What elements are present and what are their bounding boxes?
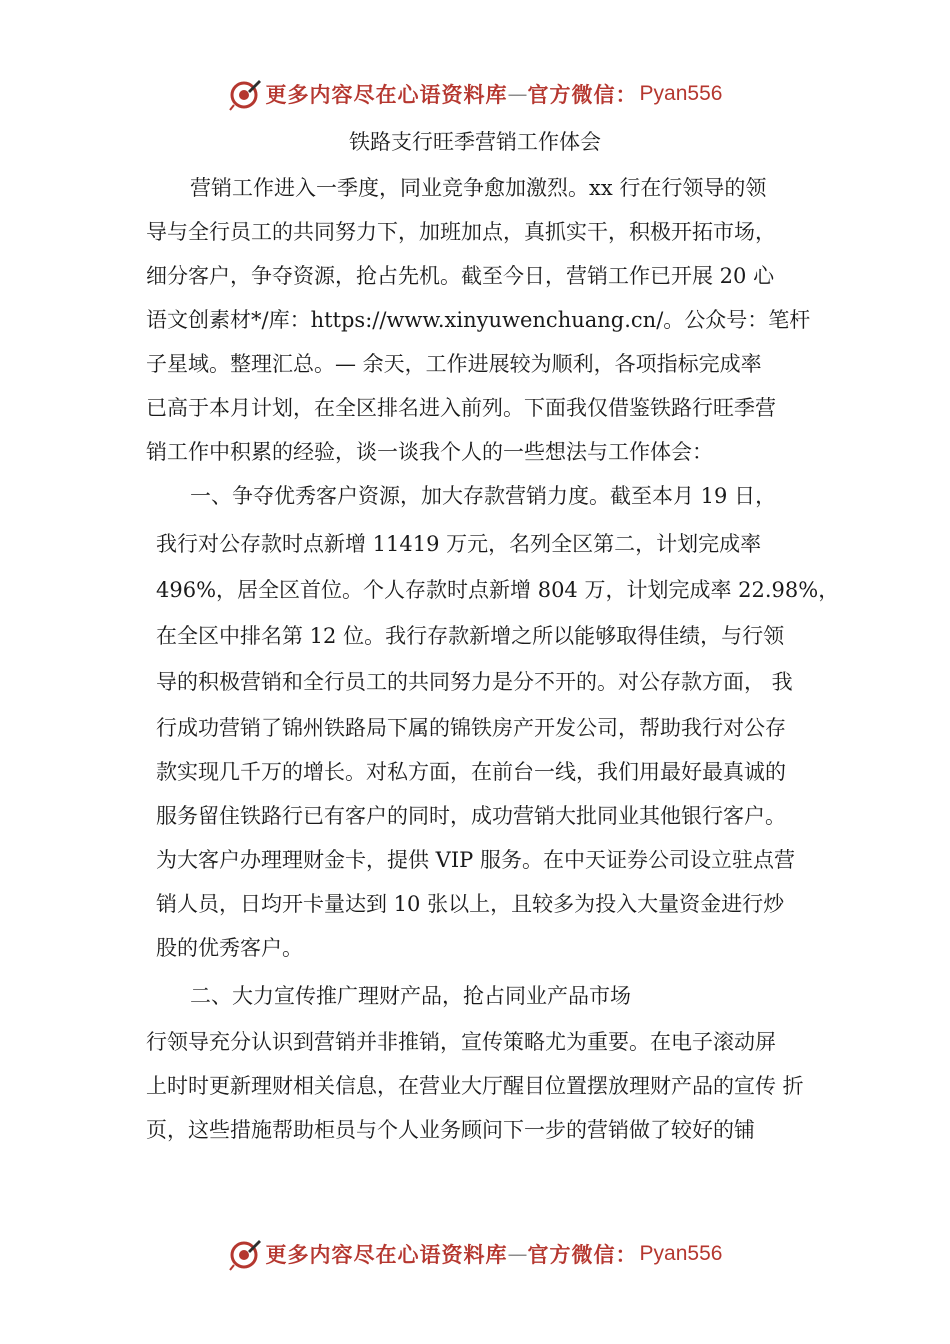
banner-site-text: 更多内容尽在心语资料库 <box>265 82 508 107</box>
body-line: 已高于本月计划，在全区排名进入前列。下面我仅借鉴铁路行旺季营 <box>146 396 776 420</box>
banner-wechat-id: Pyan556 <box>639 82 723 105</box>
banner-site-text: 更多内容尽在心语资料库 <box>265 1242 508 1267</box>
body-line: 款实现几千万的增长。对私方面，在前台一线，我们用最好最真诚的 <box>156 760 786 784</box>
body-line: 二、大力宣传推广理财产品，抢占同业产品市场 <box>190 984 631 1008</box>
body-line: 语文创素材*/库：https://www.xinyuwenchuang.cn/。公众号：笔杆 <box>146 308 811 332</box>
body-line: 页，这些措施帮助柜员与个人业务顾问下一步的营销做了较好的铺 <box>146 1118 755 1142</box>
pen-logo-icon <box>228 77 262 111</box>
banner-dash: — <box>507 82 528 106</box>
body-line: 导的积极营销和全行员工的共同努力是分不开的。对公存款方面， 我 <box>156 670 793 694</box>
body-line: 销工作中积累的经验，谈一谈我个人的一些想法与工作体会： <box>146 440 713 464</box>
banner-wechat-label: 官方微信： <box>527 1242 638 1267</box>
body-line: 导与全行员工的共同努力下，加班加点，真抓实干，积极开拓市场， <box>146 220 776 244</box>
body-line: 服务留住铁路行已有客户的同时，成功营销大批同业其他银行客户。 <box>156 804 786 828</box>
body-line: 子星域。整理汇总。— 余天，工作进展较为顺利，各项指标完成率 <box>146 352 762 376</box>
body-line: 行领导充分认识到营销并非推销，宣传策略尤为重要。在电子滚动屏 <box>146 1030 776 1054</box>
body-line: 在全区中排名第 12 位。我行存款新增之所以能够取得佳绩，与行领 <box>156 624 785 648</box>
body-line: 我行对公存款时点新增 11419 万元，名列全区第二，计划完成率 <box>156 532 762 556</box>
document-title: 铁路支行旺季营销工作体会 <box>349 130 601 154</box>
body-line: 496%，居全区首位。个人存款时点新增 804 万，计划完成率 22.98%， <box>156 578 840 602</box>
footer-banner <box>0 1234 950 1274</box>
banner-dash: — <box>507 1242 528 1266</box>
pen-logo-icon <box>228 1237 262 1271</box>
banner-wechat-id: Pyan556 <box>639 1242 723 1265</box>
header-banner <box>0 74 950 114</box>
body-line: 营销工作进入一季度，同业竞争愈加激烈。xx 行在行领导的领 <box>190 176 767 200</box>
body-line: 细分客户，争夺资源，抢占先机。截至今日，营销工作已开展 20 心 <box>146 264 775 288</box>
banner-wechat-label: 官方微信： <box>527 82 638 107</box>
body-line: 一、争夺优秀客户资源，加大存款营销力度。截至本月 19 日， <box>190 484 777 508</box>
body-line: 上时时更新理财相关信息，在营业大厅醒目位置摆放理财产品的宣传 折 <box>146 1074 804 1098</box>
body-line: 销人员，日均开卡量达到 10 张以上，且较多为投入大量资金进行炒 <box>156 892 785 916</box>
body-line: 为大客户办理理财金卡，提供 VIP 服务。在中天证券公司设立驻点营 <box>156 848 795 872</box>
body-line: 股的优秀客户。 <box>156 936 303 960</box>
body-line: 行成功营销了锦州铁路局下属的锦铁房产开发公司，帮助我行对公存 <box>156 716 786 740</box>
